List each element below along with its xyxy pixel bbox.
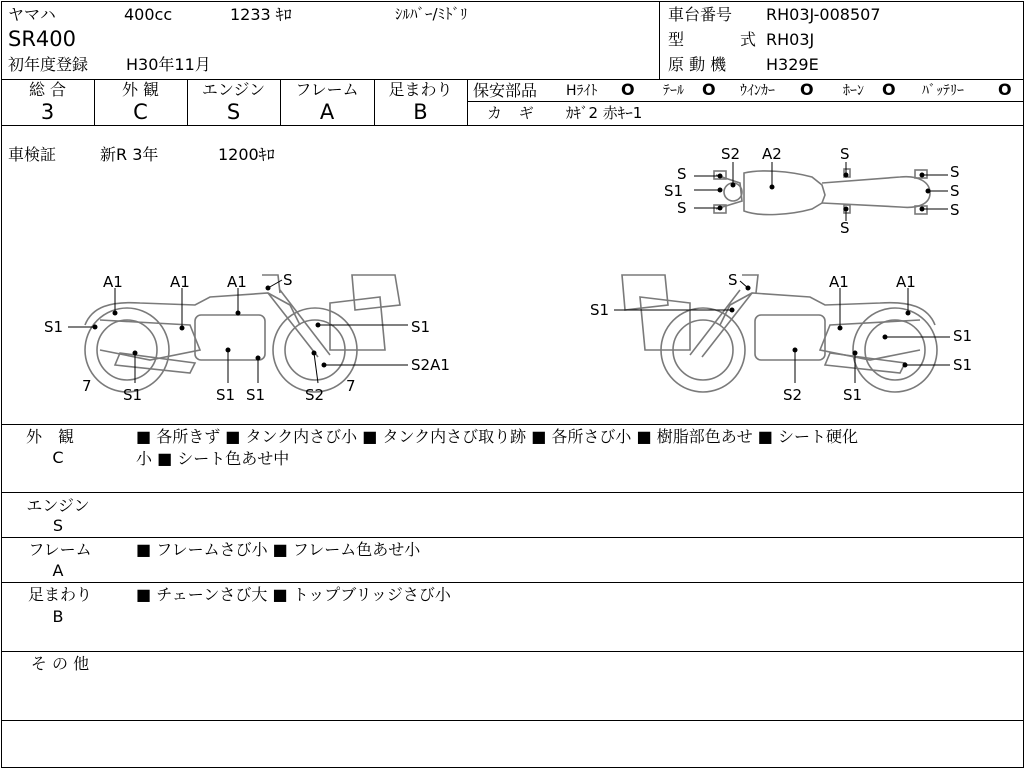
damage-code: S1 (44, 318, 64, 336)
damage-code: S1 (953, 356, 973, 374)
header-divider (659, 1, 660, 79)
grade-value-exterior: C (133, 100, 148, 124)
safety-item-headlight: Hﾗｲﾄ (566, 83, 598, 99)
damage-code: 7 (346, 377, 356, 395)
damage-code: S (840, 219, 850, 237)
frame-number-value: RH03J-008507 (766, 5, 881, 24)
displacement: 400cc (124, 5, 173, 24)
engine-label: 原 動 機 (668, 55, 727, 74)
remark-label-exterior: 外 観 (25, 427, 74, 446)
safety-item-winker: ｳｲﾝｶｰ (740, 83, 775, 99)
damage-code: S (950, 182, 960, 200)
model-name: SR400 (8, 27, 77, 51)
first-registration-value: H30年11月 (126, 55, 211, 74)
damage-code: A1 (227, 273, 247, 291)
damage-code: S2 (721, 145, 741, 163)
safety-parts-label: 保安部品 (473, 81, 538, 100)
inspection-value: 新R 3年 (100, 145, 159, 164)
grade-label-engine: エンジン (201, 80, 266, 99)
remark-text-suspension: ■ チェーンさび大 ■ トップブリッジさび小 (136, 585, 451, 604)
remark-grade-frame: A (52, 561, 64, 580)
damage-code: S1 (953, 327, 973, 345)
first-registration-label: 初年度登録 (8, 55, 89, 74)
damage-code: A1 (829, 273, 849, 291)
damage-code: S (677, 199, 687, 217)
remark-label-frame: フレーム (28, 540, 92, 559)
remark-label-engine: エンジン (26, 496, 90, 515)
damage-diagram (0, 125, 1024, 425)
remark-label-suspension: 足まわり (27, 585, 92, 604)
engine-value: H329E (766, 55, 819, 74)
damage-code: S (840, 145, 850, 163)
maker: ヤマハ (8, 5, 56, 24)
damage-code: S1 (216, 386, 236, 404)
safety-mark-battery: O (998, 80, 1012, 99)
remark-line (1, 582, 1023, 583)
safety-item-horn: ﾎｰﾝ (843, 83, 864, 99)
remark-text-frame: ■ フレームさび小 ■ フレーム色あせ小 (136, 540, 421, 559)
grade-value-frame: A (319, 100, 335, 124)
damage-code: S2A1 (411, 356, 450, 374)
damage-code: S1 (246, 386, 266, 404)
damage-code: S (728, 271, 738, 289)
mileage: 1233 ｷﾛ (230, 5, 292, 24)
type-label: 型 (668, 30, 685, 49)
damage-code: S (950, 163, 960, 181)
remark-line (1, 492, 1023, 493)
safety-item-battery: ﾊﾞｯﾃﾘｰ (922, 83, 964, 99)
damage-code: 7 (82, 377, 92, 395)
damage-code: A2 (762, 145, 782, 163)
remark-grade-engine: S (52, 516, 64, 535)
grade-value-suspension: B (413, 100, 428, 124)
damage-code: S1 (411, 318, 431, 336)
damage-code: S (950, 201, 960, 219)
inspection-label: 車検証 (8, 145, 57, 164)
remark-line (1, 537, 1023, 538)
damage-code: S1 (590, 301, 610, 319)
remark-grade-exterior: C (52, 448, 64, 467)
grade-label-overall: 総 合 (28, 80, 67, 99)
grade-label-exterior: 外 観 (121, 80, 160, 99)
damage-code: S2 (305, 386, 325, 404)
grade-label-suspension: 足まわり (388, 80, 453, 99)
color: ｼﾙﾊﾞｰ/ﾐﾄﾞﾘ (395, 5, 468, 23)
damage-code: A1 (103, 273, 123, 291)
grade-label-frame: フレーム (295, 80, 359, 99)
remark-text-exterior: ■ 各所きず ■ タンク内さび小 ■ タンク内さび取り跡 ■ 各所さび小 ■ 樹脂部色あせ ■ シート硬化 (136, 427, 859, 446)
damage-code: S (283, 271, 293, 289)
grade-value-engine: S (226, 100, 241, 124)
safety-item-tail: ﾃｰﾙ (663, 83, 684, 99)
damage-code: A1 (896, 273, 916, 291)
grade-col-line (467, 79, 468, 125)
inspection-mileage: 1200ｷﾛ (218, 145, 275, 164)
remark-label-other: そ の 他 (30, 654, 90, 673)
damage-code: S1 (123, 386, 143, 404)
safety-mark-tail: O (702, 80, 716, 99)
remark-grade-suspension: B (52, 607, 64, 626)
damage-code: S (677, 165, 687, 183)
safety-mid-line (468, 101, 1023, 102)
bike-left-view (44, 271, 450, 404)
frame-number-label: 車台番号 (668, 5, 733, 24)
type-value: RH03J (766, 30, 815, 49)
grade-value-overall: 3 (40, 100, 55, 124)
damage-code: S1 (843, 386, 863, 404)
key-value: ｶｷﾞ2 赤ｷｰ1 (566, 104, 643, 122)
type-label: 式 (740, 30, 757, 49)
remark-line (1, 651, 1023, 652)
key-label: カ ギ (487, 104, 534, 122)
safety-mark-headlight: O (621, 80, 635, 99)
safety-mark-horn: O (882, 80, 896, 99)
remark-text-exterior-2: 小 ■ シート色あせ中 (136, 449, 290, 468)
damage-code: S1 (664, 182, 684, 200)
safety-mark-winker: O (800, 80, 814, 99)
damage-code: S2 (783, 386, 803, 404)
bike-top-view (664, 145, 960, 237)
remark-line (1, 720, 1023, 721)
bike-right-view (590, 271, 972, 404)
damage-code: A1 (170, 273, 190, 291)
